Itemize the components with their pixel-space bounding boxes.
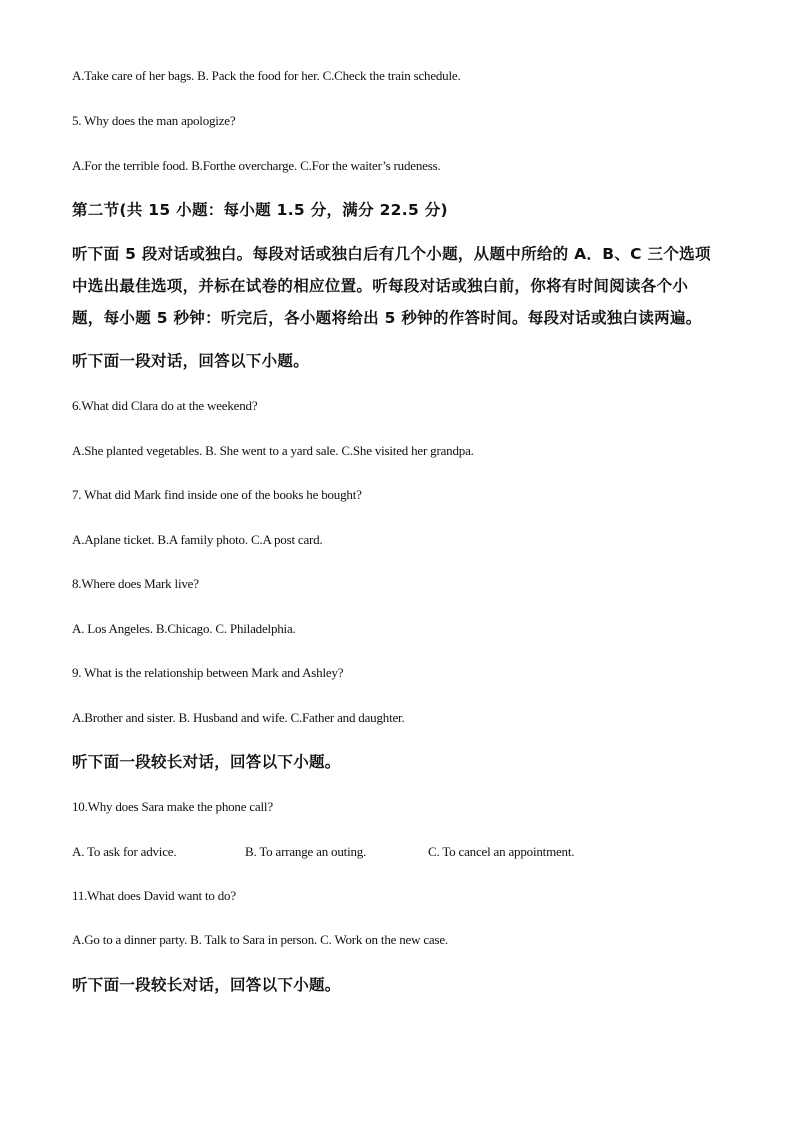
q10-question: 10.Why does Sara make the phone call?: [72, 799, 273, 814]
q9-question: 9. What is the relationship between Mark and Ashley?: [72, 665, 344, 680]
q8-options: A. Los Angeles. B.Chicago. C. Philadelphia.: [72, 621, 296, 636]
q9-options: A.Brother and sister. B. Husband and wife. C.Father and daughter.: [72, 710, 405, 725]
q7-options: A.Aplane ticket. B.A family photo. C.A post card.: [72, 532, 323, 547]
q7-question: 7. What did Mark find inside one of the books he bought?: [72, 487, 362, 502]
section2-title: 第二节(共 15 小题：每小题 1.5 分，满分 22.5 分): [72, 201, 448, 219]
q8-question: 8.Where does Mark live?: [72, 576, 199, 591]
q10-option-b: B. To arrange an outing.: [245, 844, 367, 859]
q6-question: 6.What did Clara do at the weekend?: [72, 398, 258, 413]
dialogue-intro-1: 听下面一段对话，回答以下小题。: [72, 352, 310, 370]
dialogue-intro-3: 听下面一段较长对话，回答以下小题。: [72, 976, 341, 994]
instructions-line-1: 听下面 5 段对话或独白。每段对话或独白后有几个小题，从题中所给的 A．B、C 三个选项: [72, 245, 711, 263]
q6-options: A.She planted vegetables. B. She went to a yard sale. C.She visited her grandpa.: [72, 443, 474, 458]
instructions-line-3: 题，每小题 5 秒钟：听完后，各小题将给出 5 秒钟的作答时间。每段对话或独白读两遍。: [72, 309, 702, 327]
q11-question: 11.What does David want to do?: [72, 888, 236, 903]
q10-option-a: A. To ask for advice.: [72, 844, 177, 859]
q11-options: A.Go to a dinner party. B. Talk to Sara in person. C. Work on the new case.: [72, 932, 448, 947]
q4-options: A.Take care of her bags. B. Pack the food for her. C.Check the train schedule.: [72, 68, 461, 83]
q10-option-c: C. To cancel an appointment.: [428, 844, 575, 859]
instructions-line-2: 中选出最佳选项，并标在试卷的相应位置。听每段对话或独白前，你将有时间阅读各个小: [72, 277, 689, 295]
q5-question: 5. Why does the man apologize?: [72, 113, 236, 128]
dialogue-intro-2: 听下面一段较长对话，回答以下小题。: [72, 753, 341, 771]
q5-options: A.For the terrible food. B.Forthe overcharge. C.For the waiter’s rudeness.: [72, 158, 441, 173]
